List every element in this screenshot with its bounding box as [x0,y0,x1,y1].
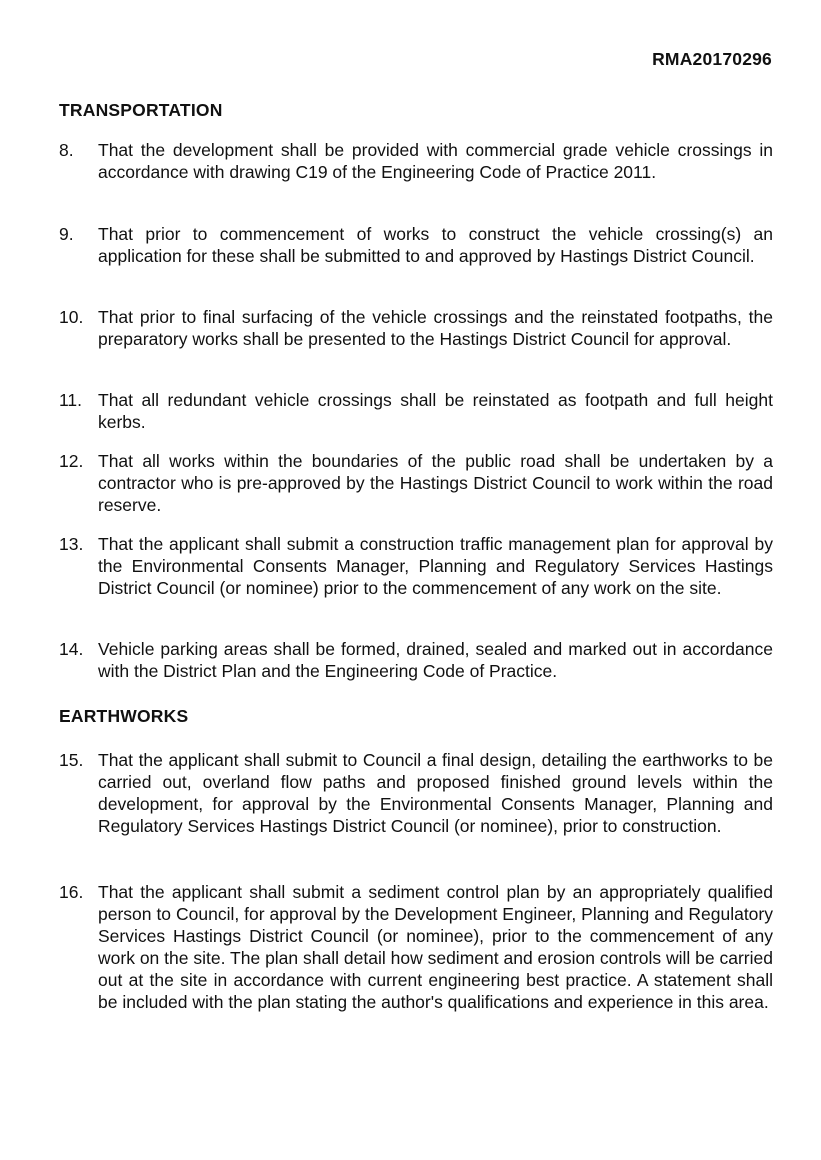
condition-text: That the applicant shall submit to Council a final design, detailing the earthworks to be carried out, overland flow paths and proposed finished ground levels within the development, for approval by the Environmental Consents Manager, Planning and Regulatory Services Hastings District Council (or nominee), prior to construction. [98,750,773,836]
condition-item-8 [59,139,773,183]
condition-item-10 [59,306,773,350]
condition-item-15 [59,749,773,837]
condition-number: 12. [59,451,84,471]
condition-number: 8. [59,140,74,160]
condition-item-9 [59,223,773,267]
condition-number: 14. [59,639,84,659]
condition-number: 16. [59,882,84,902]
condition-text: That the applicant shall submit a sediment control plan by an appropriately qualified person to Council, for approval by the Development Engineer, Planning and Regulatory Services Hastings District Council (or nominee), prior to the commencement of any work on the site. The plan shall detail how sediment and erosion controls will be carried out at the site in accordance with current engineering best practice. A statement shall be included with the plan stating the author's qualifications and experience in this area. [98,882,773,1012]
condition-text: That prior to commencement of works to construct the vehicle crossing(s) an application for these shall be submitted to and approved by Hastings District Council. [98,224,773,266]
section-heading-transportation: TRANSPORTATION [59,100,223,120]
condition-item-12 [59,450,773,516]
condition-text: That prior to final surfacing of the vehicle crossings and the reinstated footpaths, the preparatory works shall be presented to the Hastings District Council for approval. [98,307,773,349]
condition-number: 13. [59,534,84,554]
condition-item-14 [59,638,773,682]
condition-number: 11. [59,390,83,410]
condition-item-13 [59,533,773,599]
condition-text: That all works within the boundaries of the public road shall be undertaken by a contractor who is pre-approved by the Hastings District Council to work within the road reserve. [98,451,773,515]
document-reference: RMA20170296 [652,49,772,69]
condition-text: That the development shall be provided with commercial grade vehicle crossings in accordance with drawing C19 of the Engineering Code of Practice 2011. [98,140,773,182]
condition-number: 10. [59,307,84,327]
section-heading-earthworks: EARTHWORKS [59,706,189,726]
condition-item-11 [59,389,773,433]
condition-item-16 [59,881,773,1013]
condition-number: 9. [59,224,74,244]
condition-text: Vehicle parking areas shall be formed, drained, sealed and marked out in accordance with the District Plan and the Engineering Code of Practice. [98,639,773,681]
condition-text: That the applicant shall submit a construction traffic management plan for approval by the Environmental Consents Manager, Planning and Regulatory Services Hastings District Council (or nominee) prior to the commencement of any work on the site. [98,534,773,598]
condition-number: 15. [59,750,84,770]
condition-text: That all redundant vehicle crossings shall be reinstated as footpath and full height kerbs. [98,390,773,432]
